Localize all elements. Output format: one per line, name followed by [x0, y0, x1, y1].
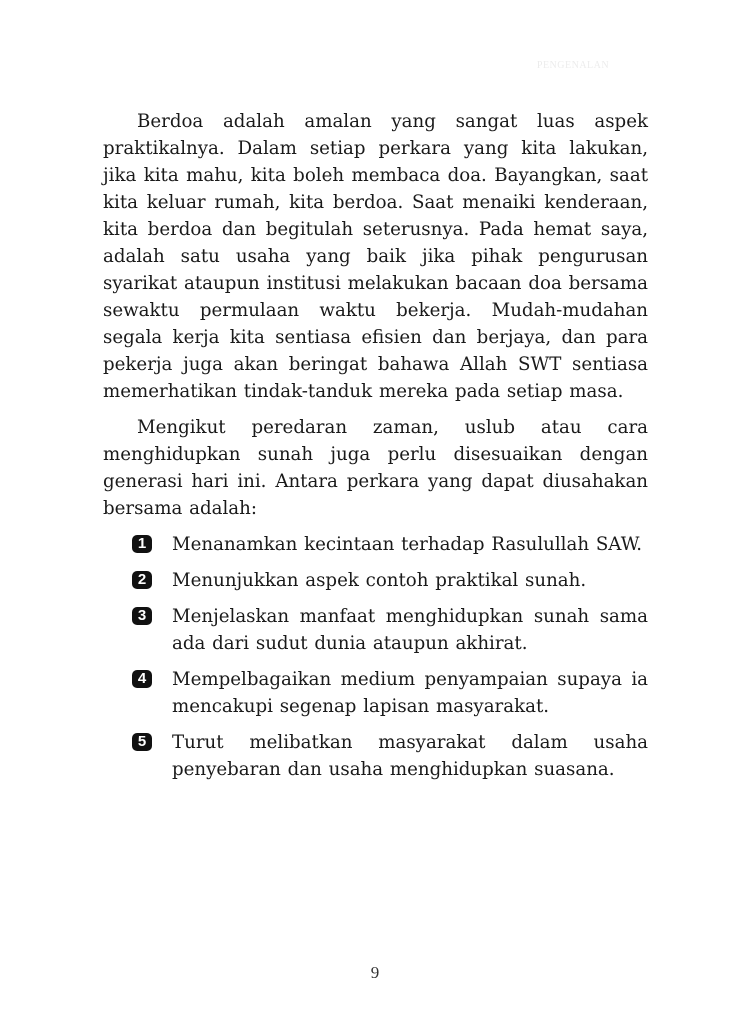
numbered-list: [103, 531, 648, 783]
list-item-text: Menanamkan kecintaan terhadap Rasulullah SAW.: [172, 534, 642, 555]
number-badge-icon: 4: [132, 670, 152, 688]
number-badge-icon: 5: [132, 733, 152, 751]
list-item-text: Menunjukkan aspek contoh praktikal sunah.: [172, 570, 587, 591]
list-item: [102, 729, 648, 783]
paragraph-2: Mengikut peredaran zaman, uslub atau cara menghidupkan sunah juga perlu disesuaikan dengan generasi hari ini. Antara perkara yang dapat diusahakan bersama adalah:: [103, 417, 648, 519]
list-item-text: Turut melibatkan masyarakat dalam usaha penyebaran dan usaha menghidupkan suasana.: [172, 732, 648, 780]
list-item: [102, 666, 648, 720]
number-badge-icon: 3: [132, 607, 152, 625]
number-badge-icon: 2: [132, 571, 152, 589]
paragraph-1: Berdoa adalah amalan yang sangat luas aspek praktikalnya. Dalam setiap perkara yang kita lakukan, jika kita mahu, kita boleh membaca doa. Bayangkan, saat kita keluar rumah, kita berdoa. Saat menaiki kenderaan, kita berdoa dan begitulah seterusnya. Pada hemat saya, adalah satu usaha yang baik jika pihak pengurusan syarikat ataupun institusi melakukan bacaan doa bersama sewaktu permulaan waktu bekerja. Mudah-mudahan segala kerja kita sentiasa efisien dan berjaya, dan para pekerja juga akan beringat bahawa Allah SWT sentiasa memerhatikan tindak-tanduk mereka pada setiap masa.: [103, 111, 648, 402]
list-item: [102, 567, 648, 594]
list-item: [102, 531, 648, 558]
list-item-text: Menjelaskan manfaat menghidupkan sunah sama ada dari sudut dunia ataupun akhirat.: [172, 606, 648, 654]
list-item: [102, 603, 648, 657]
running-header: PENGENALAN: [536, 60, 610, 71]
list-item-text: Mempelbagaikan medium penyampaian supaya ia mencakupi segenap lapisan masyarakat.: [172, 669, 648, 717]
number-badge-icon: 1: [132, 535, 152, 553]
page-content: [103, 108, 648, 792]
page-number: 9: [370, 963, 380, 982]
